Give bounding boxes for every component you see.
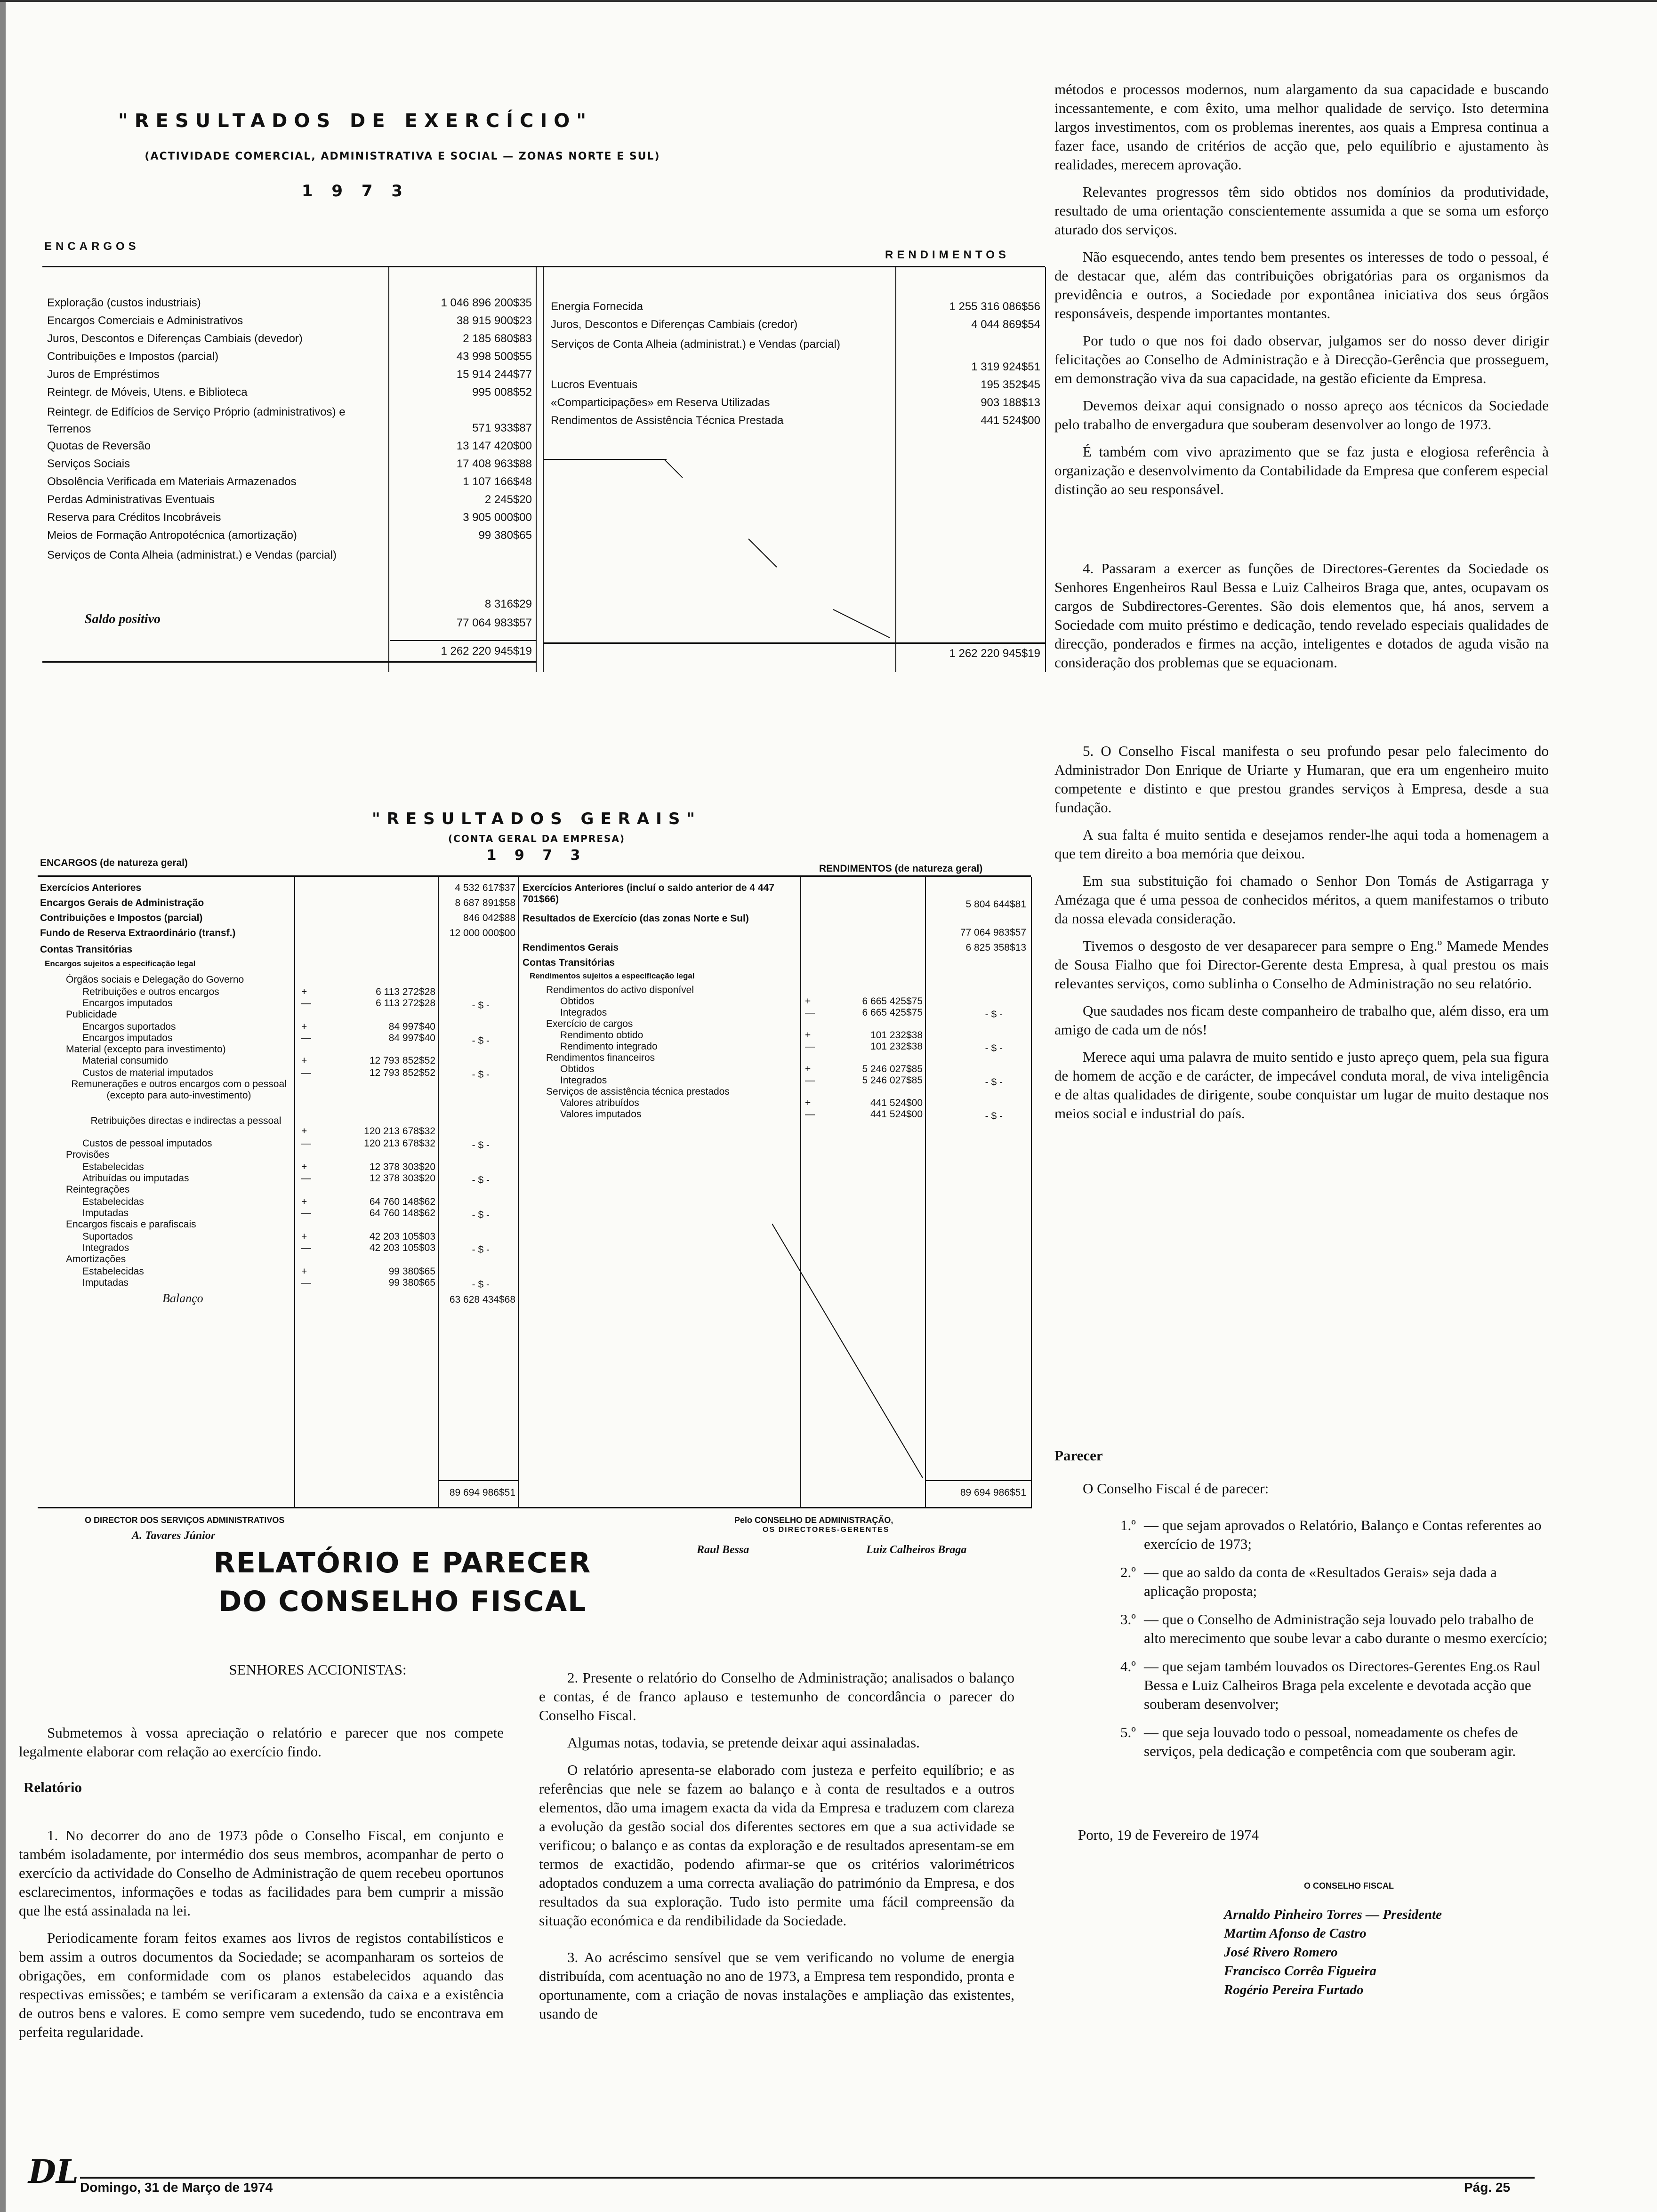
list-item: Rendimentos Gerais [523, 942, 619, 953]
gerais-vsep-6 [1031, 877, 1032, 1507]
amount: 84 997$40 [388, 1033, 435, 1043]
member-name: José Rivero Romero [1224, 1945, 1338, 1960]
list-item [1054, 1723, 1549, 1761]
list-item: Contribuições e Impostos (parcial) [40, 913, 203, 923]
list-item: Serviços de Conta Alheia (administrat.) e Vendas (parcial) [551, 338, 840, 351]
item-number: 1.º [1120, 1517, 1136, 1533]
list-item: Energia Fornecida [551, 300, 643, 313]
table-row: Exercício de cargos [546, 1018, 633, 1029]
amount: 12 793 852$52 [369, 1067, 435, 1078]
sig-left-title: O DIRECTOR DOS SERVIÇOS ADMINISTRATIVOS [85, 1515, 285, 1525]
parecer-section [1054, 1447, 1549, 1999]
vsep-left-2 [536, 267, 537, 672]
table-row: Material consumido [82, 1055, 169, 1066]
dash: - $ - [985, 1111, 1003, 1122]
sign: + [805, 996, 811, 1007]
sign: + [301, 1021, 307, 1032]
council-title: O CONSELHO FISCAL [1304, 1881, 1394, 1891]
list-item: Serviços de Conta Alheia (administrat.) e Vendas (parcial) [47, 549, 337, 561]
member-name: Martim Afonso de Castro [1224, 1926, 1367, 1941]
paragraph: 1. No decorrer do ano de 1973 pôde o Conselho Fiscal, em conjunto e também isoladamente, por intermédio dos seus membros, acompanhar de perto o exercício da actividade do Conselho de Administração de quem recebeu oportunos esclarecimentos, informações e todas as facilidades para bem cumprir a missão que lhe está assinalada na lei. [19, 1827, 504, 1919]
sign: + [301, 1055, 307, 1066]
table-row: Estabelecidas [82, 1196, 144, 1207]
item-text: — que sejam aprovados o Relatório, Balanço e Contas referentes ao exercício de 1973; [1144, 1517, 1542, 1552]
table-row: Imputadas [82, 1208, 129, 1218]
footer-logo: DL [28, 2153, 79, 2191]
table-row: Suportados [82, 1231, 133, 1242]
report-title-line2: DO CONSELHO FISCAL [218, 1585, 587, 1618]
list-item: Exploração (custos industriais) [47, 297, 201, 309]
amount: 99 380$65 [388, 1266, 435, 1277]
item-text: — que seja louvado todo o pessoal, nomeadamente os chefes de serviços, pela dedicação e competência com que souberam agir. [1144, 1724, 1518, 1759]
amount: 6 665 425$75 [862, 1007, 923, 1018]
balanco-value: 63 628 434$68 [449, 1294, 515, 1305]
left-total: 1 262 220 945$19 [441, 645, 532, 657]
list-value: 13 147 420$00 [456, 440, 532, 452]
salutation: SENHORES ACCIONISTAS: [229, 1661, 407, 1678]
table-row: Encargos imputados [82, 1033, 173, 1043]
list-value: 4 044 869$54 [971, 318, 1040, 331]
item-text: — que o Conselho de Administração seja louvado pelo trabalho de alto merecimento que soube levar a cabo durante o mesmo exercício; [1144, 1611, 1548, 1646]
exercicio-year: 1 9 7 3 [301, 182, 410, 200]
paragraph: A sua falta é muito sentida e desejamos render-lhe aqui toda a homenagem a que tem direito a boa memória que deixou. [1054, 826, 1549, 862]
saldo-positivo-value: 77 064 983$57 [456, 617, 532, 629]
parecer-intro: O Conselho Fiscal é de parecer: [1083, 1480, 1269, 1497]
table-row: Serviços de assistência técnica prestados [546, 1086, 730, 1097]
paragraph: Por tudo o que nos foi dado observar, julgamos ser do nosso dever dirigir felicitações ao Conselho de Administração e à Direcção-Gerência que prosseguem, em demonstração viva da sua capacidade, na gestão eficiente da Empresa. [1054, 332, 1549, 386]
paragraph: 3. Ao acréscimo sensível que se vem verificando no volume de energia distribuída, com acentuação no ano de 1973, a Empresa tem respondido, pronta e oportunamente, com a criação de novas instalações e ampliação das existentes, usando de [539, 1949, 1014, 2022]
sign: — [301, 998, 311, 1009]
page-edge [0, 0, 6, 2212]
dash: - $ - [472, 1279, 490, 1290]
list-item: Contas Transitórias [523, 957, 615, 968]
encargos-header: ENCARGOS [44, 240, 140, 253]
amount: 101 232$38 [870, 1030, 923, 1041]
list-value: 995 008$52 [472, 386, 532, 399]
sign: — [805, 1007, 815, 1018]
table-row: Órgãos sociais e Delegação do Governo [66, 974, 244, 985]
paragraph: métodos e processos modernos, num alargamento da sua capacidade e buscando incessantemente, e com êxito, uma melhor qualidade de serviço. Isto determina largos investimentos, com os problemas inerentes, aos quais a Empresa continua a fazer face, usando de critérios de acção que, pelo equilíbrio e ajustamento às realidades, merecem aprovação. [1054, 81, 1549, 173]
list-value: 38 915 900$23 [456, 314, 532, 327]
list-item: Contas Transitórias [40, 944, 133, 955]
paragraph: Tivemos o desgosto de ver desaparecer para sempre o Eng.º Mamede Mendes de Sousa Fialho que foi Director-Gerente desta Empresa, à qual prestou os mais relevantes serviços, como sublinha o Conselho de Administração no seu relatório. [1054, 938, 1549, 992]
list-item: Rendimentos sujeitos a especificação legal [530, 971, 695, 980]
report-title [38, 1544, 767, 1621]
amount: 101 232$38 [870, 1041, 923, 1052]
fill-rule-a [544, 459, 667, 460]
list-value: 846 042$88 [463, 913, 515, 923]
table-row: Remunerações e outros encargos com o pessoal (excepto para auto-investimento) [71, 1079, 287, 1101]
table-row: Encargos imputados [82, 998, 173, 1009]
list-value: 2 245$20 [484, 493, 532, 506]
item-text: — que ao saldo da conta de «Resultados Gerais» seja dada a aplicação proposta; [1144, 1564, 1497, 1599]
paragraph: Relevantes progressos têm sido obtidos nos domínios da produtividade, resultado de uma orientação conscientemente assumida a que se soma um esforço aturado dos serviços. [1054, 184, 1549, 238]
sig-right-title2: OS DIRECTORES-GERENTES [763, 1526, 890, 1534]
table-row: Reintegrações [66, 1184, 130, 1195]
table-row: Encargos fiscais e parafiscais [66, 1219, 196, 1230]
sig-left-name: A. Tavares Júnior [132, 1530, 216, 1542]
gerais-year: 1 9 7 3 [486, 847, 587, 864]
amount: 120 213 678$32 [364, 1126, 435, 1137]
table-row: Retribuições e outros encargos [82, 986, 219, 997]
section-relatorio: Relatório [24, 1779, 82, 1795]
list-value: 903 188$13 [981, 396, 1040, 409]
amount: 42 203 105$03 [369, 1242, 435, 1253]
sign: + [805, 1098, 811, 1108]
exercicio-section [38, 99, 1045, 668]
paragraph: Não esquecendo, antes tendo bem presentes os interesses de todo o pessoal, é de destacar que, além das contribuições obrigatórias para os organismos da previdência e outros, a Sociedade por expontânea iniciativa dos seus órgãos responsáveis, despende importantes montantes. [1054, 248, 1549, 321]
sig-right-name1: Raul Bessa [697, 1544, 749, 1556]
table-row: Encargos suportados [82, 1021, 176, 1032]
paragraph: 2. Presente o relatório do Conselho de Administração; analisados o balanço e contas, é de franco aplauso e testemunho de concordância o parecer do Conselho Fiscal. [539, 1669, 1014, 1723]
sign: + [301, 1231, 307, 1242]
gerais-total-rule-left [439, 1480, 518, 1481]
amount: 6 665 425$75 [862, 996, 923, 1007]
list-value: 12 000 000$00 [449, 928, 515, 938]
exercicio-subtitle: (ACTIVIDADE COMERCIAL, ADMINISTRATIVA E SOCIAL — ZONAS NORTE E SUL) [145, 151, 660, 162]
member-name: Rogério Pereira Furtado [1224, 1982, 1364, 1997]
sig-right-title1: Pelo CONSELHO DE ADMINISTRAÇÃO, [734, 1515, 893, 1525]
council-members [1054, 1905, 1549, 1999]
paragraph: 4. Passaram a exercer as funções de Directores-Gerentes da Sociedade os Senhores Engenheiros Raul Bessa e Luiz Calheiros Braga que, antes, ocupavam os cargos de Subdirectores-Gerentes. São dois elementos que, há anos, servem a Sociedade com muito préstimo e dedicação, tendo revelado especiais qualidades de direcção, ponderados e firmes na acção, inteligentes e dotados de aguda visão na consideração dos problemas que se equacionam. [1054, 560, 1549, 671]
list-item: Lucros Eventuais [551, 378, 638, 391]
table-row: Imputadas [82, 1277, 129, 1288]
table-row: Integrados [560, 1007, 607, 1018]
table-row: Custos de pessoal imputados [82, 1138, 212, 1149]
table-row: Integrados [82, 1242, 129, 1253]
amount: 441 524$00 [870, 1109, 923, 1120]
list-item [1054, 1563, 1549, 1601]
list-value: 1 319 924$51 [971, 361, 1040, 373]
gerais-total-rule-right [926, 1480, 1032, 1481]
list-value: 8 316$29 [484, 598, 532, 610]
amount: 12 378 303$20 [369, 1173, 435, 1184]
table-row: Retribuições directas e indirectas a pessoal [90, 1115, 282, 1126]
list-value: 571 933$87 [472, 422, 532, 434]
dash: - $ - [472, 1210, 490, 1220]
sign: + [301, 1162, 307, 1172]
list-value: 17 408 963$88 [456, 457, 532, 470]
gerais-bottom-rule [38, 1507, 1032, 1508]
dash: - $ - [472, 1069, 490, 1080]
gerais-vsep-1 [294, 877, 295, 1507]
footer-rule [80, 2177, 1535, 2179]
gerais-right-total: 89 694 986$51 [960, 1487, 1026, 1498]
sign: + [301, 986, 307, 997]
table-row: Rendimentos do activo disponível [546, 985, 694, 995]
table-row: Estabelecidas [82, 1162, 144, 1172]
list-item [1054, 1610, 1549, 1648]
list-item: Juros, Descontos e Diferenças Cambiais (credor) [551, 318, 798, 331]
right-column [1054, 80, 1549, 1131]
dash: - $ - [472, 1244, 490, 1255]
list-value: 1 046 896 200$35 [441, 297, 532, 309]
table-row: Material (excepto para investimento) [66, 1044, 226, 1055]
parecer-heading: Parecer [1054, 1447, 1103, 1464]
list-value: 2 185 680$83 [463, 332, 532, 345]
table-row: Rendimentos financeiros [546, 1052, 655, 1063]
list-value: 1 255 316 086$56 [949, 300, 1040, 313]
list-item: Exercícios Anteriores (incluí o saldo anterior de 4 447 701$66) [523, 882, 774, 905]
list-item: Obsolência Verificada em Materiais Armazenados [47, 475, 297, 488]
list-value: 77 064 983$57 [960, 927, 1026, 938]
gerais-vsep-3 [518, 877, 519, 1507]
amount: 84 997$40 [388, 1021, 435, 1032]
top-edge [0, 0, 1657, 2]
table-row: Rendimento obtido [560, 1030, 643, 1041]
item-number: 3.º [1120, 1611, 1136, 1627]
rendimentos-header: RENDIMENTOS [885, 248, 1010, 261]
gerais-left-total: 89 694 986$51 [449, 1487, 515, 1498]
paragraph: Algumas notas, todavia, se pretende deixar aqui assinaladas. [567, 1734, 920, 1751]
amount: 12 378 303$20 [369, 1162, 435, 1172]
list-item: Reintegr. de Móveis, Utens. e Biblioteca [47, 386, 248, 399]
list-item: Juros de Empréstimos [47, 368, 160, 381]
gerais-vsep-2 [438, 877, 439, 1507]
sign: — [301, 1033, 311, 1043]
sign: — [805, 1075, 815, 1086]
top-rule [42, 266, 1045, 267]
list-value: 99 380$65 [478, 529, 532, 542]
report-col2 [539, 1668, 1014, 2032]
table-row: Integrados [560, 1075, 607, 1086]
list-item: Resultados de Exercício (das zonas Norte e Sul) [523, 913, 749, 924]
amount: 441 524$00 [870, 1098, 923, 1108]
list-item: Encargos Gerais de Administração [40, 898, 204, 908]
gerais-right-header: RENDIMENTOS (de natureza geral) [819, 863, 983, 874]
sig-right-name2: Luiz Calheiros Braga [866, 1544, 967, 1556]
vsep-mid [543, 267, 544, 672]
sign: + [301, 1196, 307, 1207]
total-rule-left [390, 640, 536, 641]
sign: — [805, 1041, 815, 1052]
report-col1 [19, 1661, 504, 2050]
fill-diagonal [664, 459, 899, 642]
list-value: 5 804 644$81 [965, 899, 1026, 910]
table-row: Obtidos [560, 1064, 595, 1074]
paragraph: O relatório apresenta-se elaborado com justeza e perfeito equilíbrio; e as referências que nele se fazem ao balanço e à conta de resultados e a outros elementos, dão uma imagem exacta da vida da Empresa e traduzem com clareza a evolução da gestão social dos diferentes sectores em que a sua actividade se verificou; o balanço e as contas da exploração e de resultados apresentam-se em termos de exactidão, podendo afirmar-se que os critérios valorimétricos adoptados conduzem a uma correcta avaliação do património da Empresa, e dos resultados da sua exploração. Tudo isto permite uma fácil compreensão da situação económica e da rendibilidade da Sociedade. [539, 1762, 1014, 1929]
list-item: Encargos sujeitos a especificação legal [45, 959, 196, 968]
sign: + [805, 1064, 811, 1074]
table-row: Amortizações [66, 1254, 126, 1265]
paragraph: 5. O Conselho Fiscal manifesta o seu profundo pesar pelo falecimento do Administrador Don Enrique de Uriarte y Humaran, que era um engenheiro muito competente e distinto e que prestou grandes serviços à Empresa, desde a sua fundação. [1054, 743, 1549, 816]
table-row: Publicidade [66, 1009, 117, 1020]
table-row: Obtidos [560, 996, 595, 1007]
item-number: 2.º [1120, 1564, 1136, 1580]
dash: - $ - [472, 1035, 490, 1046]
list-item: Meios de Formação Antropotécnica (amortização) [47, 529, 297, 542]
exercicio-title: "RESULTADOS DE EXERCÍCIO" [118, 110, 593, 132]
list-item [1054, 1657, 1549, 1714]
list-item: «Comparticipações» em Reserva Utilizadas [551, 396, 770, 409]
dash: - $ - [472, 1000, 490, 1011]
amount: 12 793 852$52 [369, 1055, 435, 1066]
parecer-date: Porto, 19 de Fevereiro de 1974 [1078, 1827, 1259, 1843]
gerais-title: "RESULTADOS GERAIS" [371, 809, 702, 828]
item-number: 5.º [1120, 1724, 1136, 1740]
sign: — [301, 1067, 311, 1078]
list-item: Fundo de Reserva Extraordinário (transf.) [40, 928, 236, 938]
footer-date: Domingo, 31 de Março de 1974 [80, 2180, 273, 2195]
sign: + [301, 1266, 307, 1277]
list-item: Quotas de Reversão [47, 440, 151, 452]
dash: - $ - [472, 1140, 490, 1151]
sign: + [301, 1126, 307, 1137]
item-text: — que sejam também louvados os Directores-Gerentes Eng.os Raul Bessa e Luiz Calheiros Braga pela excelente e devotada acção que souberam desenvolver; [1144, 1658, 1541, 1712]
list-value: 4 532 617$37 [455, 882, 515, 893]
list-value: 3 905 000$00 [463, 511, 532, 524]
item-number: 4.º [1120, 1658, 1136, 1675]
dash: - $ - [985, 1043, 1003, 1054]
paragraph: Em sua substituição foi chamado o Senhor Don Tomás de Astigarraga y Amézaga que é uma pessoa de conhecidos méritos, a quem manifestamos o tributo da nossa elevada consideração. [1054, 873, 1549, 927]
list-value: 441 524$00 [981, 414, 1040, 427]
sign: — [301, 1208, 311, 1218]
dash: - $ - [985, 1077, 1003, 1088]
amount: 5 246 027$85 [862, 1075, 923, 1086]
gerais-top-rule [38, 875, 1031, 877]
gerais-fill-diagonal [772, 1224, 927, 1487]
list-item: Reserva para Créditos Incobráveis [47, 511, 221, 524]
paragraph: Que saudades nos ficam deste companheiro de trabalho que, além disso, era um amigo de cada um de nós! [1054, 1002, 1549, 1038]
list-item: Contribuições e Impostos (parcial) [47, 350, 219, 363]
amount: 64 760 148$62 [369, 1208, 435, 1218]
paragraph: Devemos deixar aqui consignado o nosso apreço aos técnicos da Sociedade pelo trabalho de envergadura que souberam desenvolver ao longo de 1973. [1054, 397, 1549, 433]
sign: + [805, 1030, 811, 1041]
list-value: 43 998 500$55 [456, 350, 532, 363]
bottom-rule-left [42, 661, 537, 663]
gerais-section [38, 809, 1036, 1556]
list-item: Reintegr. de Edifícios de Serviço Próprio (administrativos) e Terrenos [47, 406, 346, 435]
vsep-left-1 [388, 267, 389, 672]
amount: 99 380$65 [388, 1277, 435, 1288]
member-name: Francisco Corrêa Figueira [1224, 1964, 1376, 1979]
list-value: 6 825 358$13 [965, 942, 1026, 953]
total-rule-right [896, 642, 1045, 643]
sign: — [301, 1138, 311, 1149]
amount: 64 760 148$62 [369, 1196, 435, 1207]
amount: 6 113 272$28 [376, 998, 435, 1009]
list-item [1054, 1516, 1549, 1554]
list-item: Rendimentos de Assistência Técnica Prestada [551, 414, 784, 427]
list-item: Serviços Sociais [47, 457, 130, 470]
list-value: 1 107 166$48 [463, 475, 532, 488]
amount: 120 213 678$32 [364, 1138, 435, 1149]
paragraph: Merece aqui uma palavra de muito sentido e justo apreço quem, pela sua figura de homem de acção e de carácter, de impecável conduta moral, de viva inteligência e de altas qualidades de dirigente, soube conquistar um lugar de muito destaque nos meios social e industrial do país. [1054, 1049, 1549, 1122]
saldo-positivo-label: Saldo positivo [85, 612, 161, 626]
right-total: 1 262 220 945$19 [949, 647, 1040, 660]
dash: - $ - [472, 1175, 490, 1186]
table-row: Provisões [66, 1149, 110, 1160]
paragraph: Periodicamente foram feitos exames aos livros de registos contabilísticos e bem assim a outros documentos da Sociedade; se acompanharam os sorteios de obrigações, em conformidade com os planos estabelecidos aquando das respectivas emissões; e também se verificaram a extensão da caixa e a existência de outros bens e valores. E como sempre vem sucedendo, tudo se encontrava em perfeita regularidade. [19, 1930, 504, 2040]
sign: — [301, 1173, 311, 1184]
balanco-label: Balanço [162, 1291, 203, 1305]
list-item: Exercícios Anteriores [40, 882, 142, 893]
list-value: 195 352$45 [981, 378, 1040, 391]
dash: - $ - [985, 1009, 1003, 1020]
list-item: Encargos Comerciais e Administrativos [47, 314, 243, 327]
report-title-line1: RELATÓRIO E PARECER [213, 1547, 592, 1579]
table-row: Estabelecidas [82, 1266, 144, 1277]
table-row: Atribuídas ou imputadas [82, 1173, 189, 1184]
vsep-right-2 [1045, 267, 1046, 672]
gerais-left-header: ENCARGOS (de natureza geral) [40, 858, 188, 868]
member-name: Arnaldo Pinheiro Torres — Presidente [1224, 1907, 1442, 1922]
amount: 42 203 105$03 [369, 1231, 435, 1242]
intro-paragraph: Submetemos à vossa apreciação o relatório e parecer que nos compete legalmente elaborar com relação ao exercício findo. [19, 1724, 504, 1760]
paragraph: É também com vivo aprazimento que se faz justa e elogiosa referência à organização e desenvolvimento da Contabilidade da Empresa que conferem especial distinção ao seu responsável. [1054, 443, 1549, 497]
page-number: Pág. 25 [1464, 2180, 1511, 2195]
sign: — [805, 1109, 815, 1120]
table-row: Rendimento integrado [560, 1041, 658, 1052]
sign: — [301, 1242, 311, 1253]
amount: 6 113 272$28 [376, 986, 435, 997]
list-value: 8 687 891$58 [455, 898, 515, 908]
list-value: 15 914 244$77 [456, 368, 532, 381]
sign: — [301, 1277, 311, 1288]
amount: 5 246 027$85 [862, 1064, 923, 1074]
table-row: Valores imputados [560, 1109, 642, 1120]
table-row: Custos de material imputados [82, 1067, 213, 1078]
table-row: Valores atribuídos [560, 1098, 639, 1108]
gerais-subtitle: (CONTA GERAL DA EMPRESA) [448, 833, 626, 844]
list-item: Juros, Descontos e Diferenças Cambiais (devedor) [47, 332, 303, 345]
list-item: Perdas Administrativas Eventuais [47, 493, 215, 506]
